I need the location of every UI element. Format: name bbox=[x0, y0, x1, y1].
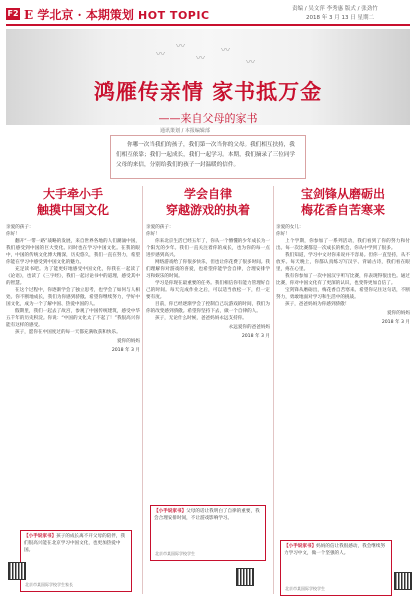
issue-date: 2018 年 3 月 13 日 星期二 bbox=[306, 15, 374, 21]
editor-credit: 通讯策划 / 本报编辑部 bbox=[160, 128, 210, 134]
qr-code-icon bbox=[394, 572, 412, 590]
note-text bbox=[24, 534, 128, 554]
note-body: 孩子的成长离不开父母的陪伴，我们很高兴能在北京学习中国文化，也更加热爱中国。 bbox=[24, 534, 126, 553]
signature: 爱你的妈妈 bbox=[387, 311, 410, 316]
goose-icon: 〰 bbox=[221, 46, 231, 56]
column-divider bbox=[142, 186, 143, 594]
article-title: 梅花香自苦寒来 bbox=[300, 203, 385, 217]
intro-text: 你哪一次当我们的孩子，我们第一次当你的父母。我们相互扶持，我们相互依靠；我们一起成长，我们一起学习。本期，我们摘录了三位同学父母的来信，分别给我们的孩子一封温暖的信件。 bbox=[116, 142, 296, 168]
note-tag: 【小手说家书】 bbox=[24, 534, 57, 539]
column-divider bbox=[273, 186, 274, 594]
article-2 bbox=[146, 186, 270, 340]
article-title: 穿越游戏的执着 bbox=[165, 203, 250, 217]
article-body bbox=[276, 224, 410, 326]
page-number: F2 bbox=[7, 9, 19, 18]
paragraph: 你来北京生活已经五年了，你从一个懵懂的少年成长为一个阳光的少年。我们一直关注着你的成长，也为你的每一点进步感到高兴。 bbox=[146, 239, 270, 258]
paragraph: 学习是你现在最重要的任务。我们相信你有能力管理好自己的时间。每天完成作业之后，可以适当放松一下，但一定要有度。 bbox=[146, 281, 270, 300]
qr-code-icon bbox=[236, 568, 254, 586]
paragraph: 孩子，无论什么时候，爸爸妈妈永远支持你。 bbox=[155, 316, 247, 321]
note-text bbox=[284, 544, 388, 558]
top-divider bbox=[6, 24, 410, 26]
paragraph: 孩子，愿你在中国度过的每一天都充满收获和快乐。 bbox=[15, 330, 121, 335]
salutation: 亲爱的女儿： bbox=[276, 225, 304, 230]
intro-box bbox=[110, 135, 306, 179]
signature-date: 2018 年 3 月 bbox=[241, 334, 270, 339]
signature: 永远爱你的爸爸妈妈 bbox=[228, 325, 270, 330]
signature-date: 2018 年 3 月 bbox=[381, 320, 410, 325]
paragraph: 我有你参加了一次中国汉字听写比赛，你表现得很出色。通过比赛，你对中国文化有了更深的认识，也变得更加自信了。 bbox=[276, 274, 410, 286]
note-school: 北京市某国际学校学生 bbox=[155, 551, 195, 556]
salutation: 亲爱的孩子： bbox=[6, 225, 34, 230]
goose-icon: 〰 bbox=[196, 54, 206, 64]
article-title: 大手牵小手 bbox=[42, 187, 103, 201]
salutation: 亲爱的孩子： bbox=[146, 225, 174, 230]
goose-icon: 〰 bbox=[176, 42, 186, 52]
note-school: 北京市某国际学校学生 bbox=[285, 586, 325, 591]
paragraph: 网络游戏给了你很多快乐，但也让你花费了很多时间。我们理解你对游戏的喜爱，也希望你能学会自律，合理安排学习和娱乐的时间。 bbox=[146, 260, 270, 279]
article-1 bbox=[6, 186, 140, 354]
signature: 爱你的妈妈 bbox=[117, 339, 140, 344]
note-school: 北京市某国际学校学生家长 bbox=[25, 582, 73, 587]
paragraph: 孩子，爸爸妈妈为你感到骄傲！ bbox=[285, 302, 350, 307]
signature-date: 2018 年 3 月 bbox=[111, 348, 140, 353]
greeting: 你好！ bbox=[276, 232, 290, 237]
greeting: 你好！ bbox=[6, 232, 20, 237]
section-name: E 学北京 · 本期策划 bbox=[24, 8, 134, 22]
note-tag: 【小手说家书】 bbox=[154, 509, 187, 514]
main-title: 鸿雁传亲情 家书抵万金 bbox=[93, 79, 323, 104]
greeting: 你好！ bbox=[146, 232, 160, 237]
goose-icon: 〰 bbox=[156, 50, 166, 60]
article-title: 触摸中国文化 bbox=[36, 203, 109, 217]
goose-icon: 〰 bbox=[246, 58, 256, 68]
article-3 bbox=[276, 186, 410, 326]
student-note bbox=[280, 540, 392, 596]
paragraph: 上个学期，你参加了一系列活动，我们看到了你的努力和付出。每一次比赛都是一次成长的机会，你从中学到了很多。 bbox=[276, 239, 410, 251]
note-body: 妈妈的信让我很感动，我会继续努力学习中文，做一个坚强的人。 bbox=[284, 544, 386, 556]
topic-label: HOT TOPIC bbox=[138, 9, 210, 22]
qr-code-icon bbox=[8, 562, 26, 580]
note-text bbox=[154, 509, 262, 523]
student-note bbox=[150, 505, 266, 561]
paragraph: 翻开“一带一路”战略的发展，来自世界各地的人们潮涌中国，我们感受到中国的巨大变化。同时也在学习中国文化。在我的眼中，中国的传统文化博大精深，历史悠久，我们一直在努力，希望你能在学习中感受到中国文化的魅力。 bbox=[6, 239, 140, 265]
paragraph: 充足读书吧。为了能更好地感受中国文化，你我在一起读了《论语》，也读了《三字经》，我们一起讨论书中的道理，感受其中的智慧。 bbox=[6, 267, 140, 286]
article-body bbox=[6, 224, 140, 354]
subtitle: ——来自父母的家书 bbox=[158, 112, 258, 125]
masthead bbox=[0, 0, 416, 26]
article-title: 学会自律 bbox=[183, 187, 232, 201]
section-title bbox=[24, 6, 210, 23]
article-body bbox=[146, 224, 270, 340]
note-body: 父母的话让我明白了自律的重要，我会合理安排时间，不让游戏影响学习。 bbox=[154, 509, 260, 521]
paragraph: 假期里，我们一起去了故宫，参观了中国传统建筑，感受中华五千年的历史积淀。你说：“中国的文化太了不起了！”我很高兴你能有这样的感受。 bbox=[6, 309, 140, 328]
paragraph: 我们知道，学习中文对你来说并不容易。但你一直坚持，从不放弃。每天晚上，你都认真练习写汉字、背诵古诗，我们看在眼里，疼在心里。 bbox=[276, 253, 410, 272]
student-note bbox=[20, 530, 132, 592]
article-title: 宝剑锋从磨砺出 bbox=[300, 187, 385, 201]
paragraph: 宝剑锋从磨砺出，梅花香自苦寒来。希望你记住这句话，不断努力，勇敢地面对学习和生活中的挑战。 bbox=[276, 288, 410, 300]
note-tag: 【小手说家书】 bbox=[284, 544, 317, 549]
editor-credits: 责编 / 吴文萍 李秀惠 版式 / 张劲竹 bbox=[292, 6, 378, 12]
paragraph: 目前，你已经逐渐学会了控制自己玩游戏的时间，我们为你的改变感到骄傲。希望你坚持下去，做一个自律的人。 bbox=[146, 302, 270, 314]
paragraph: 在这个过程中，你逐渐学会了独立思考，也学会了如何与人相处。你不断地成长，我们为你感到骄傲。希望你继续努力，学好中国文化，成为一个了解中国、热爱中国的人。 bbox=[6, 288, 140, 307]
